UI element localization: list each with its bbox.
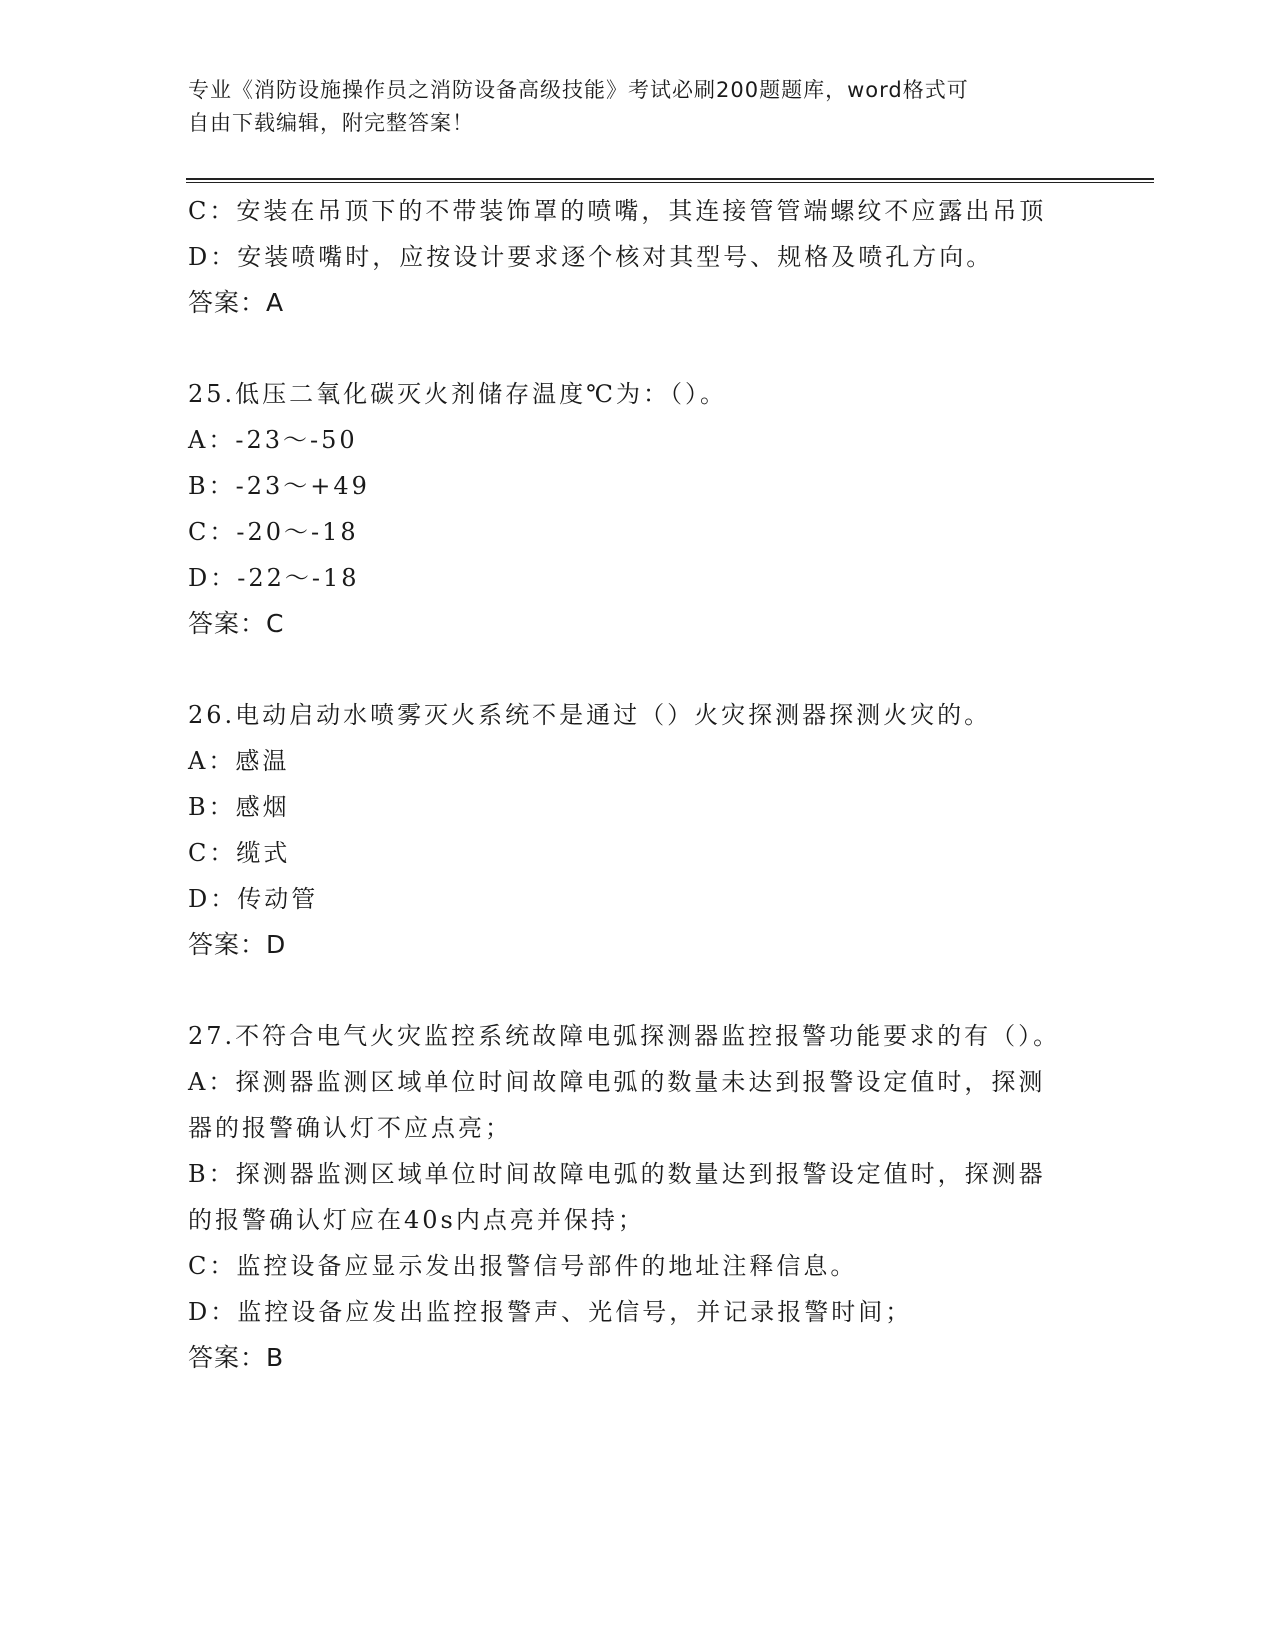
header-line-2: 自由下载编辑，附完整答案！ (188, 111, 474, 135)
option-b: B：-23～+49 (188, 472, 370, 500)
option-c: C：缆式 (188, 839, 291, 867)
option-c: C：监控设备应显示发出报警信号部件的地址注释信息。 (188, 1252, 858, 1280)
header-divider (186, 178, 1154, 183)
question-26 (188, 692, 1068, 968)
answer: 答案：A (188, 288, 285, 317)
answer: 答案：C (188, 609, 285, 638)
option-d: D：监控设备应发出监控报警声、光信号，并记录报警时间； (188, 1298, 913, 1326)
answer: 答案：D (188, 930, 287, 959)
question-27 (188, 1013, 1068, 1381)
question-24-tail (188, 188, 1068, 326)
option-b: B：探测器监测区域单位时间故障电弧的数量达到报警设定值时，探测器的报警确认灯应在40s内点亮并保持； (188, 1160, 1046, 1234)
option-a: A：感温 (188, 747, 290, 775)
option-c: C：安装在吊顶下的不带装饰罩的喷嘴，其连接管管端螺纹不应露出吊顶 (188, 197, 1047, 225)
option-d: D：安装喷嘴时，应按设计要求逐个核对其型号、规格及喷孔方向。 (188, 243, 994, 271)
answer: 答案：B (188, 1343, 285, 1372)
question-stem: 26.电动启动水喷雾灭火系统不是通过（）火灾探测器探测火灾的。 (188, 701, 992, 729)
option-d: D：-22～-18 (188, 564, 360, 592)
option-c: C：-20～-18 (188, 518, 359, 546)
question-stem: 25.低压二氧化碳灭火剂储存温度℃为：（）。 (188, 380, 728, 408)
option-a: A：探测器监测区域单位时间故障电弧的数量未达到报警设定值时，探测器的报警确认灯不应点亮； (188, 1068, 1046, 1142)
question-25 (188, 371, 1068, 647)
option-d: D：传动管 (188, 885, 319, 913)
document-body (188, 188, 1068, 1381)
header-line-1: 专业《消防设施操作员之消防设备高级技能》考试必刷200题题库，word格式可 (188, 78, 969, 102)
option-a: A：-23～-50 (188, 426, 358, 454)
option-b: B：感烟 (188, 793, 290, 821)
question-stem: 27.不符合电气火灾监控系统故障电弧探测器监控报警功能要求的有（）。 (188, 1022, 1061, 1050)
page-header (188, 74, 1068, 140)
